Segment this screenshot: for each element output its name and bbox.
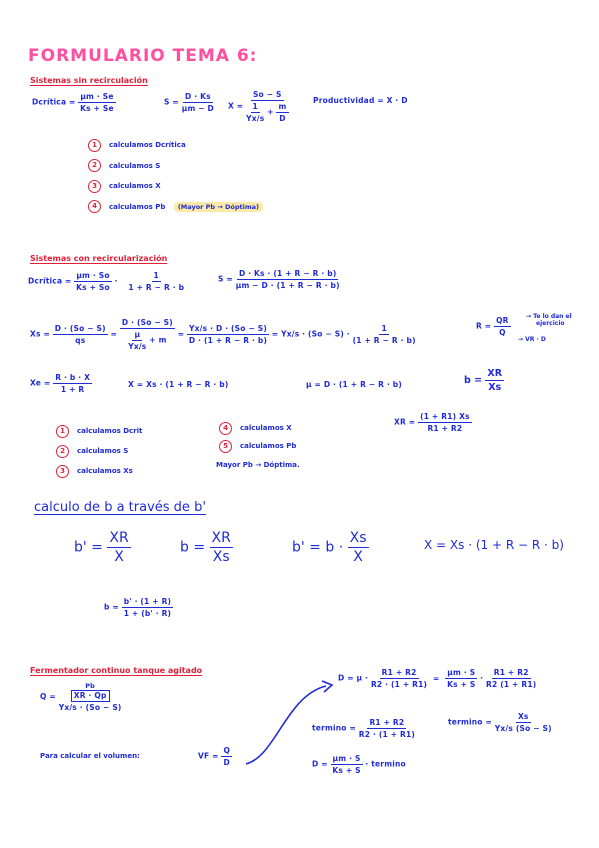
step-list-2-left	[56, 421, 142, 481]
step-item: 2 calculamos S	[88, 156, 263, 177]
mayor-note: Mayor Pb → Dóptima.	[216, 461, 300, 469]
step-item: 3 calculamos X	[88, 176, 263, 197]
formula-xs: Xs = $\frac{D \cdot (So - S)}{qs}$ = D · (So − S) $\frac{\mu}{Yx/s}$ + m = $\frac{Yx/s \cdot D \cdot (So - S)}{D \cdot (1 + R - R \cdot b)}$ = Yx/s · (So − S) · $\frac{1}{(1 + R - R \cdot b)}$	[30, 318, 416, 351]
formula-b-from-bprime: b = $\frac{b' \cdot (1 + R)}{1 + (b' \cdot R)}$	[104, 597, 172, 618]
formula-productividad: Productividad = X · D	[313, 96, 408, 105]
formula-dcritica: Dcrítica = $\frac{\mu m \cdot Se}{Ks + Se}$	[32, 92, 114, 113]
formula-xe: Xe = $\frac{R \cdot b \cdot X}{1 + R}$	[30, 373, 91, 394]
step-item: 4 calculamos Pb (Mayor Pb → Dóptima)	[88, 197, 263, 218]
formula-s-recirc: S = $\frac{D \cdot Ks \cdot (1 + R - R \cdot b)}{\mu m - D \cdot (1 + R - R \cdot b)}$	[218, 269, 340, 290]
formula-s: S = $\frac{D \cdot Ks}{\mu m - D}$	[164, 92, 214, 113]
formula-q: Q = Pb XR · Qp Yx/s · (So − S)	[40, 682, 122, 712]
section-title-calculo-b: calculo de b a través de b'	[34, 500, 206, 515]
section-title-fermentador: Fermentador continuo tanque agitado	[30, 666, 203, 675]
step-item: 2 calculamos S	[56, 441, 142, 461]
step-item: 3 calculamos Xs	[56, 461, 142, 481]
step-item: 1 calculamos Dcrítica	[88, 135, 263, 156]
formula-x-big: X = Xs · (1 + R − R · b)	[424, 538, 564, 552]
formula-dcrit-recirc: Dcrítica = $\frac{\mu m \cdot So}{Ks + So}$ · $\frac{1}{1 + R - R \cdot b}$	[28, 271, 185, 292]
step-list-1	[88, 135, 263, 217]
formula-bprime-b: b' = b · $\frac{Xs}{X}$	[292, 530, 367, 565]
formula-termino-2: termino = $\frac{Xs}{Yx/s (So - S)}$	[448, 712, 552, 733]
formula-x-recirc: X = Xs · (1 + R − R · b)	[128, 380, 229, 389]
step-item: 5 calculamos Pb	[219, 437, 296, 455]
formula-bprime: b' = $\frac{XR}{X}$	[74, 530, 129, 565]
volume-text: Para calcular el volumen:	[40, 752, 140, 760]
formula-d-termino: D = $\frac{\mu m \cdot S}{Ks + S}$ · termino	[312, 754, 406, 775]
step-list-2-right	[219, 419, 296, 455]
formula-d-mu: D = μ · $\frac{R1 + R2}{R2 \cdot (1 + R1)}$ = $\frac{\mu m \cdot S}{Ks + S}$ · $\frac{R1 + R2}{R2 (1 + R1)}$	[338, 668, 537, 689]
step-item: 1 calculamos Dcrit	[56, 421, 142, 441]
formula-termino-1: termino = $\frac{R1 + R2}{R2 \cdot (1 + R1)}$	[312, 718, 416, 739]
formula-b: b = $\frac{XR}{Xs}$	[464, 368, 503, 393]
formula-xr: XR = $\frac{(1 + R1) Xs}{R1 + R2}$	[394, 412, 470, 433]
highlight-note: (Mayor Pb → Dóptima)	[174, 202, 263, 212]
formula-vf: VF = $\frac{Q}{D}$	[198, 746, 231, 767]
section-title-sin-recirculacion: Sistemas sin recirculación	[30, 76, 148, 85]
step-item: 4 calculamos X	[219, 419, 296, 437]
r-note: → Te lo dan el ejercicio → VR · D	[518, 313, 572, 343]
formula-x: X = So − S $\frac{1}{Yx/s}$ + $\frac{m}{D}$	[228, 90, 287, 123]
formula-b-xr-xs: b = $\frac{XR}{Xs}$	[180, 530, 231, 565]
page-title: FORMULARIO TEMA 6:	[28, 46, 258, 66]
section-title-con-recirculacion: Sistemas con recircularización	[30, 254, 168, 263]
formula-mu: μ = D · (1 + R − R · b)	[306, 380, 402, 389]
formula-r: R = $\frac{QR}{Q}$	[476, 316, 509, 337]
